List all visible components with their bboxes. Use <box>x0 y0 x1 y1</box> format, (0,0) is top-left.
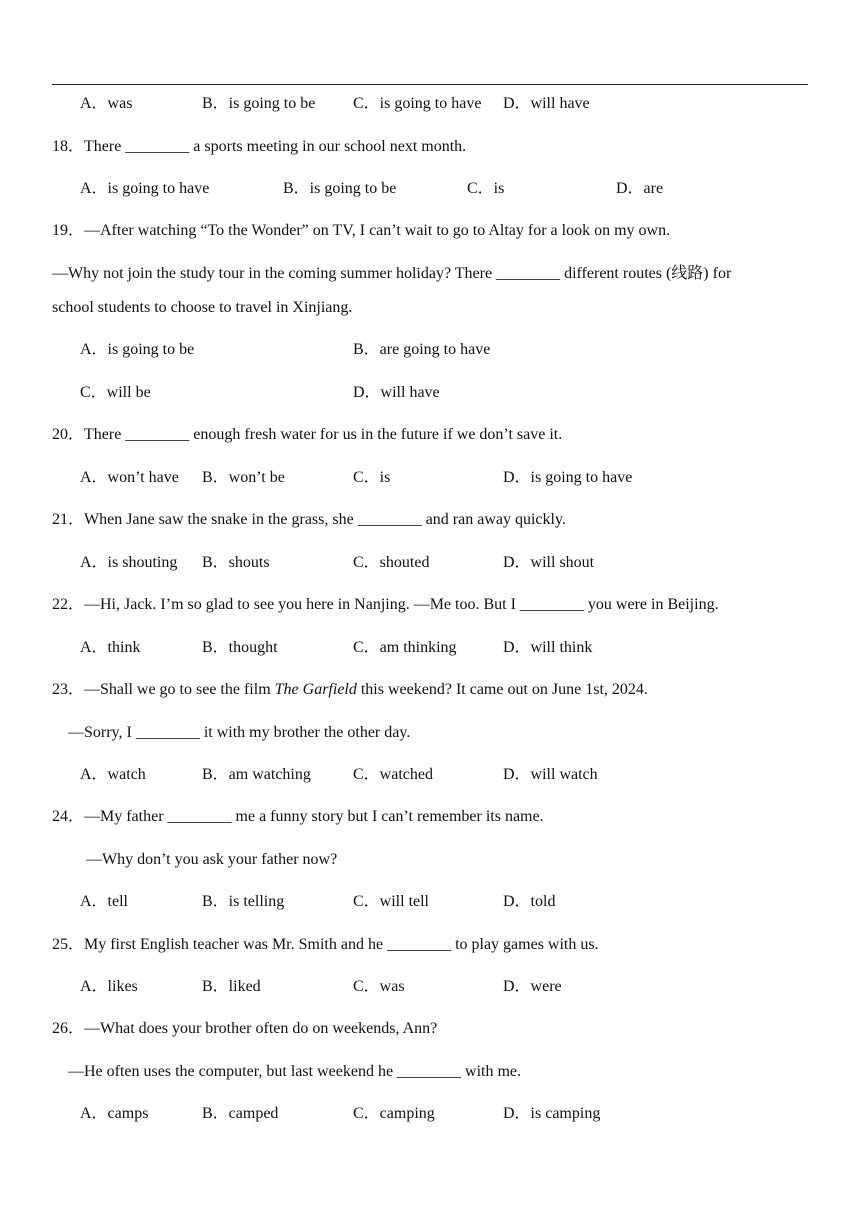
option-b: B．are going to have <box>353 341 491 358</box>
option-b: B．is going to be <box>283 180 397 197</box>
option-d: D．is going to have <box>503 469 633 486</box>
option-b: B．camped <box>202 1105 279 1122</box>
option-a: A．won’t have <box>80 469 179 486</box>
question-line-2: —Sorry, I ________ it with my brother the other day. <box>68 724 411 741</box>
question-line-3: school students to choose to travel in Xinjiang. <box>52 299 353 316</box>
film-title: The Garfield <box>274 681 357 698</box>
option-a: A．is going to have <box>80 180 210 197</box>
option-d: D．will watch <box>503 766 598 783</box>
stem-part-b: this weekend? It came out on June 1st, 2024. <box>356 681 648 698</box>
header-rule <box>52 84 808 85</box>
option-d: D．are <box>616 180 664 197</box>
option-a: A．camps <box>80 1105 149 1122</box>
option-a: A．likes <box>80 978 138 995</box>
option-a: A．tell <box>80 893 128 910</box>
question-stem: 25．My first English teacher was Mr. Smith and he ________ to play games with us. <box>52 936 599 953</box>
option-b: B．thought <box>202 639 278 656</box>
option-d: D．will have <box>503 95 590 112</box>
option-b: B．shouts <box>202 554 270 571</box>
option-b: B．is telling <box>202 893 285 910</box>
question-stem <box>52 680 648 700</box>
option-d: D．told <box>503 893 556 910</box>
option-b: B．am watching <box>202 766 311 783</box>
question-stem: 24．—My father ________ me a funny story but I can’t remember its name. <box>52 808 544 825</box>
option-c: C．is <box>467 180 505 197</box>
question-line-2: —He often uses the computer, but last weekend he ________ with me. <box>68 1063 522 1080</box>
question-stem: 26．—What does your brother often do on weekends, Ann? <box>52 1020 438 1037</box>
option-c: C．watched <box>353 766 433 783</box>
option-b: B．won’t be <box>202 469 285 486</box>
option-c: C．is <box>353 469 391 486</box>
option-b: B．is going to be <box>202 95 316 112</box>
option-a: A．watch <box>80 766 146 783</box>
option-d: D．were <box>503 978 562 995</box>
question-line-2: —Why not join the study tour in the coming summer holiday? There ________ different routes (线路) for <box>52 265 732 282</box>
option-d: D．is camping <box>503 1105 601 1122</box>
option-b: B．liked <box>202 978 261 995</box>
option-c: C．will be <box>80 384 151 401</box>
question-stem: 21．When Jane saw the snake in the grass, she ________ and ran away quickly. <box>52 511 566 528</box>
option-a: A．think <box>80 639 141 656</box>
stem-part-a: 23．—Shall we go to see the film <box>52 681 275 698</box>
option-a: A．was <box>80 95 133 112</box>
option-c: C．am thinking <box>353 639 457 656</box>
option-d: D．will think <box>503 639 593 656</box>
question-stem: 22．—Hi, Jack. I’m so glad to see you here in Nanjing. —Me too. But I ________ you were in Beijing. <box>52 596 719 613</box>
option-c: C．shouted <box>353 554 430 571</box>
option-c: C．was <box>353 978 405 995</box>
option-c: C．is going to have <box>353 95 482 112</box>
question-stem: 20．There ________ enough fresh water for us in the future if we don’t save it. <box>52 426 563 443</box>
option-d: D．will shout <box>503 554 595 571</box>
option-c: C．camping <box>353 1105 435 1122</box>
option-c: C．will tell <box>353 893 430 910</box>
option-a: A．is shouting <box>80 554 178 571</box>
question-line-2: —Why don’t you ask your father now? <box>86 851 338 868</box>
question-stem: 19．—After watching “To the Wonder” on TV, I can’t wait to go to Altay for a look on my own. <box>52 222 671 239</box>
option-d: D．will have <box>353 384 440 401</box>
question-stem: 18．There ________ a sports meeting in our school next month. <box>52 138 467 155</box>
option-a: A．is going to be <box>80 341 195 358</box>
